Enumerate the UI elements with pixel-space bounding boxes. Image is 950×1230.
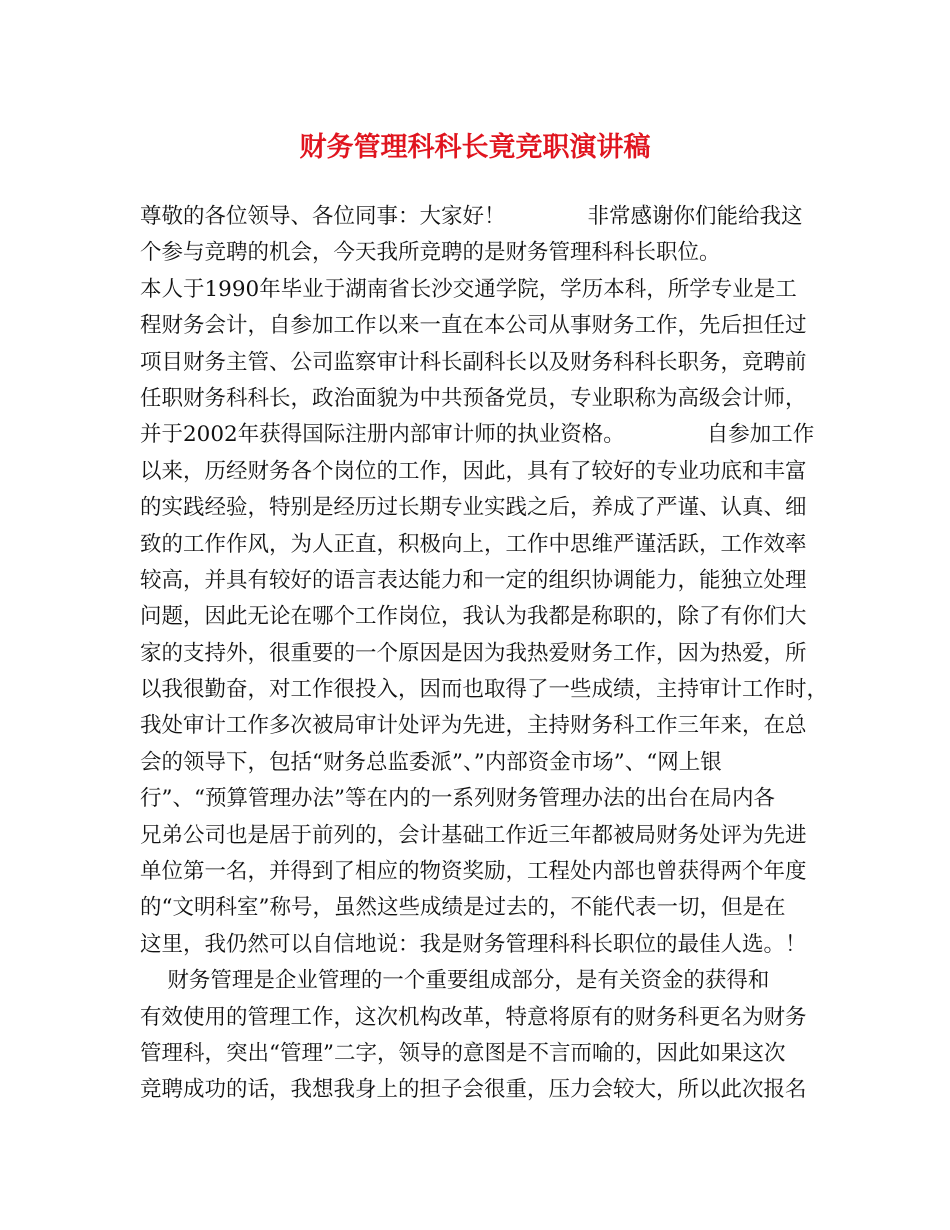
document-title: 财务管理科科长竟竞职演讲稿: [299, 132, 651, 163]
text-line: 竞聘成功的话，我想我身上的担子会很重，压力会较大，所以此次报名: [140, 1077, 807, 1103]
text-line: 以来，历经财务各个岗位的工作，因此，具有了较好的专业功底和丰富: [140, 458, 807, 484]
text-line: 任职财务科科长，政治面貌为中共预备党员，专业职称为高级会计师，: [140, 385, 807, 411]
text-line: 问题，因此无论在哪个工作岗位，我认为我都是称职的，除了有你们大: [140, 604, 807, 630]
text-line: 行”、“预算管理办法”等在内的一系列财务管理办法的出台在局内各: [140, 786, 775, 812]
text-line: 尊敬的各位领导、各位同事：大家好！ 非常感谢你们能给我这: [140, 204, 803, 229]
document-body: [140, 199, 829, 1109]
text-line: 会的领导下，包括“财务总监委派”、”内部资金市场”、“网上银: [140, 749, 722, 775]
text-line: 财务管理是企业管理的一个重要组成部分，是有关资金的获得和: [140, 968, 770, 994]
text-line: 致的工作作风，为人正直，积极向上，工作中思维严谨活跃，工作效率: [140, 531, 807, 557]
text-line: 项目财务主管、公司监察审计科长副科长以及财务科科长职务，竞聘前: [140, 349, 807, 375]
text-line: 家的支持外，很重要的一个原因是因为我热爱财务工作，因为热爱，所: [140, 640, 807, 666]
text-line: 个参与竞聘的机会，今天我所竞聘的是财务管理科科长职位。: [140, 240, 721, 266]
text-line: 的“文明科室”称号，虽然这些成绩是过去的，不能代表一切，但是在: [140, 895, 786, 921]
text-line: 程财务会计，自参加工作以来一直在本公司从事财务工作，先后担任过: [140, 313, 807, 339]
text-line: 单位第一名，并得到了相应的物资奖励，工程处内部也曾获得两个年度: [140, 859, 807, 885]
text-line: 管理科，突出“管理”二字，领导的意图是不言而喻的，因此如果这次: [140, 1040, 786, 1066]
text-line: 的实践经验，特别是经历过长期专业实践之后，养成了严谨、认真、细: [140, 495, 807, 521]
text-line: 兄弟公司也是居于前列的，会计基础工作近三年都被局财务处评为先进: [140, 822, 807, 848]
text-line: 以我很勤奋，对工作很投入，因而也取得了一些成绩，主持审计工作时，: [140, 677, 829, 703]
text-line: 较高，并具有较好的语言表达能力和一定的组织协调能力，能独立处理: [140, 567, 807, 593]
text-line: 并于2002年获得国际注册内部审计师的执业资格。 自参加工作: [140, 422, 815, 448]
text-line: 有效使用的管理工作，这次机构改革，特意将原有的财务科更名为财务: [140, 1004, 807, 1030]
text-line: 这里，我仍然可以自信地说：我是财务管理科科长职位的最佳人选。！: [140, 931, 807, 957]
text-line: 我处审计工作多次被局审计处评为先进，主持财务科工作三年来，在总: [140, 713, 807, 739]
text-line: 本人于1990年毕业于湖南省长沙交通学院，学历本科，所学专业是工: [140, 276, 797, 302]
